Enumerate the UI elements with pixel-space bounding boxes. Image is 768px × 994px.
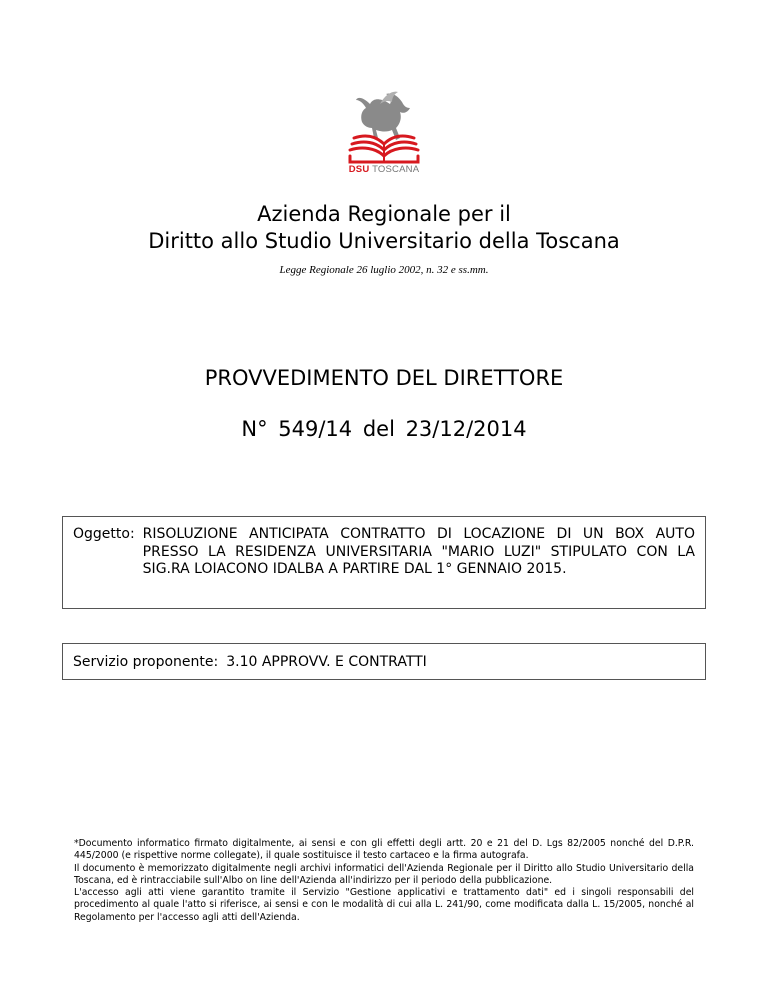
servizio-box	[62, 643, 706, 680]
pegasus-book-icon	[334, 86, 434, 166]
servizio-value: 3.10 APPROVV. E CONTRATTI	[226, 654, 427, 670]
law-reference: Legge Regionale 26 luglio 2002, n. 32 e ss.mm.	[279, 264, 489, 276]
footnote-paragraph-archive: Il documento è memorizzato digitalmente negli archivi informatici dell'Azienda Regionale per il Diritto allo Studio Universitario della Toscana, ed è rintracciabile sull'Albo on line dell'Azienda all'indirizzo per il periodo della pubblicazione.	[74, 862, 694, 886]
logo-label-rest: TOSCANA	[372, 164, 420, 175]
footnote-paragraph-access: L'accesso agli atti viene garantito tramite il Servizio "Gestione applicativi e trattamento dati" ed i singoli responsabili del procedimento al quale l'atto si riferisce, ai sensi e con le modalità di cui alla L. 241/90, come modificata dalla L. 15/2005, nonché al Regolamento per l'accesso agli atti dell'Azienda.	[74, 887, 694, 923]
legal-footnote	[74, 838, 694, 924]
footnote-paragraph-signature: *Documento informatico firmato digitalmente, ai sensi e con gli effetti degli artt. 20 e 21 del D. Lgs 82/2005 nonché del D.P.R. 445/2000 (e rispettive norme collegate), il quale sostituisce il testo cartaceo e la firma autografa.	[74, 838, 694, 862]
oggetto-box	[62, 516, 706, 609]
servizio-label: Servizio proponente:	[73, 654, 219, 670]
agency-name-line1: Azienda Regionale per il	[257, 202, 511, 226]
agency-name-line2: Diritto allo Studio Universitario della Toscana	[148, 229, 620, 253]
document-heading: PROVVEDIMENTO DEL DIRETTORE	[204, 366, 564, 390]
logo-label	[334, 164, 434, 175]
oggetto-label: Oggetto:	[73, 526, 135, 542]
document-number: N° 549/14 del 23/12/2014	[241, 417, 527, 441]
logo-label-bold: DSU	[348, 164, 370, 175]
oggetto-text: RISOLUZIONE ANTICIPATA CONTRATTO DI LOCAZIONE DI UN BOX AUTO PRESSO LA RESIDENZA UNIVERSITARIA "MARIO LUZI" STIPULATO CON LA SIG.RA LOIACONO IDALBA A PARTIRE DAL 1° GENNAIO 2015.	[142, 526, 695, 577]
